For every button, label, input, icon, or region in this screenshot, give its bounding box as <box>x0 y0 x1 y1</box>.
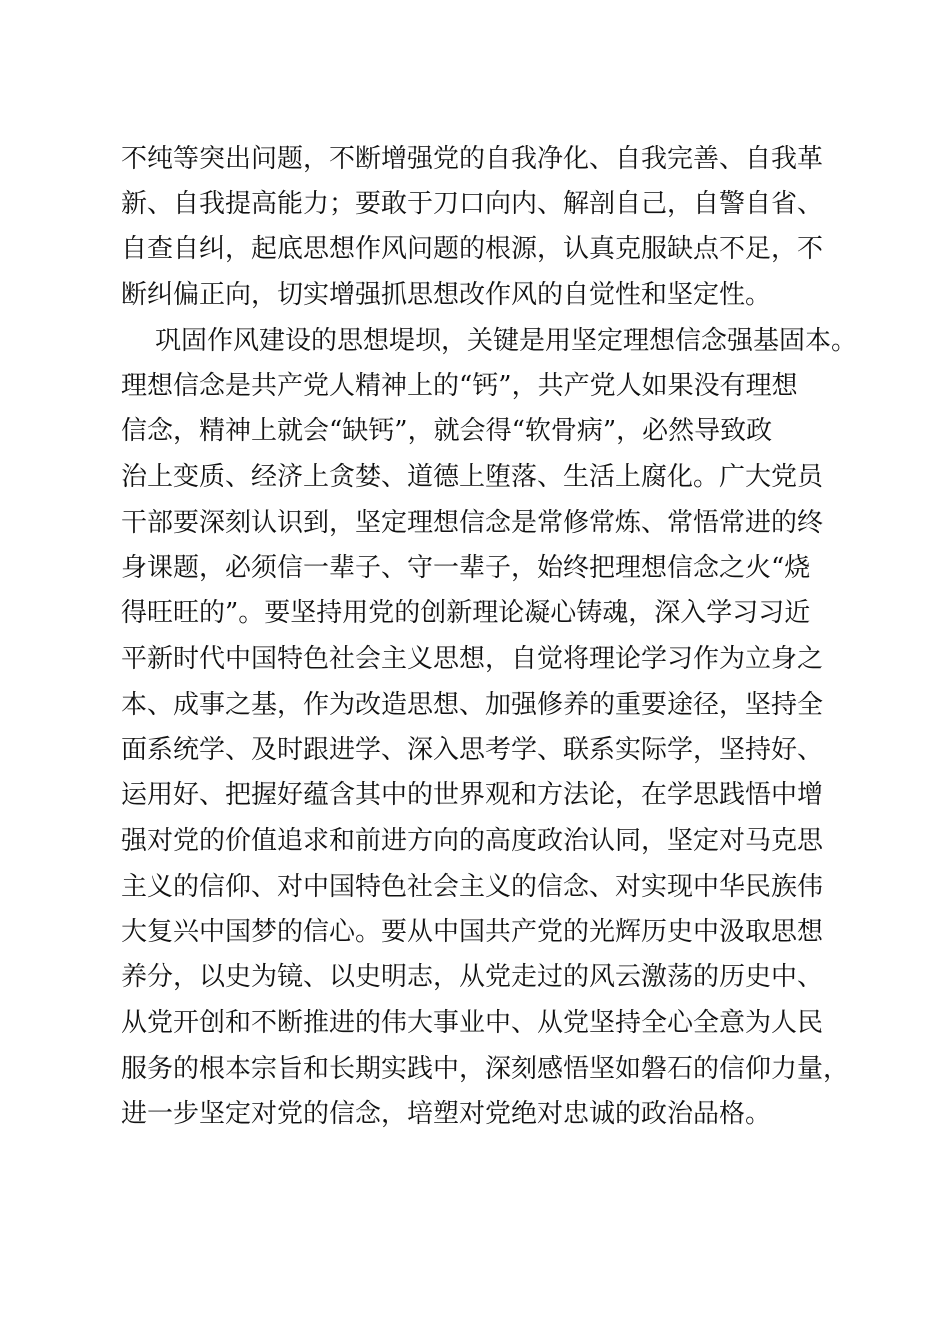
text-line: 理想信念是共产党人精神上的“钙”，共产党人如果没有理想 <box>121 371 798 401</box>
text-line: 新、自我提高能力；要敢于刀口向内、解剖自己，自警自省、 <box>121 189 824 219</box>
text-line: 服务的根本宗旨和长期实践中，深刻感悟坚如磐石的信仰力量， <box>121 1054 850 1084</box>
text-line: 面系统学、及时跟进学、深入思考学、联系实际学，坚持好、 <box>121 735 824 765</box>
text-line: 本、成事之基，作为改造思想、加强修养的重要途径，坚持全 <box>121 690 824 720</box>
text-line: 大复兴中国梦的信心。要从中国共产党的光辉历史中汲取思想 <box>121 917 824 947</box>
text-line: 进一步坚定对党的信念，培塑对党绝对忠诚的政治品格。 <box>121 1099 772 1129</box>
text-line: 平新时代中国特色社会主义思想，自觉将理论学习作为立身之 <box>121 644 824 674</box>
text-line: 干部要深刻认识到，坚定理想信念是常修常炼、常悟常进的终 <box>121 508 824 538</box>
text-line: 运用好、把握好蕴含其中的世界观和方法论，在学思践悟中增 <box>121 780 824 810</box>
text-line: 自查自纠，起底思想作风问题的根源，认真克服缺点不足，不 <box>121 234 824 264</box>
text-line: 从党开创和不断推进的伟大事业中、从党坚持全心全意为人民 <box>121 1008 824 1038</box>
text-line: 不纯等突出问题，不断增强党的自我净化、自我完善、自我革 <box>121 144 824 174</box>
text-line: 身课题，必须信一辈子、守一辈子，始终把理想信念之火“烧 <box>121 553 811 583</box>
text-line: 得旺旺的”。要坚持用党的创新理论凝心铸魂，深入学习习近 <box>121 598 811 628</box>
text-line: 养分，以史为镜、以史明志，从党走过的风云激荡的历史中、 <box>121 962 824 992</box>
text-line: 治上变质、经济上贪婪、道德上堕落、生活上腐化。广大党员 <box>121 462 824 492</box>
text-line: 信念，精神上就会“缺钙”，就会得“软骨病”，必然导致政 <box>121 416 773 446</box>
text-line: 强对党的价值追求和前进方向的高度政治认同，坚定对马克思 <box>121 826 824 856</box>
text-line: 主义的信仰、对中国特色社会主义的信念、对实现中华民族伟 <box>121 872 824 902</box>
paragraph-first-line: 巩固作风建设的思想堤坝，关键是用坚定理想信念强基固本。 <box>155 326 858 356</box>
text-line: 断纠偏正向，切实增强抓思想改作风的自觉性和坚定性。 <box>121 280 772 310</box>
